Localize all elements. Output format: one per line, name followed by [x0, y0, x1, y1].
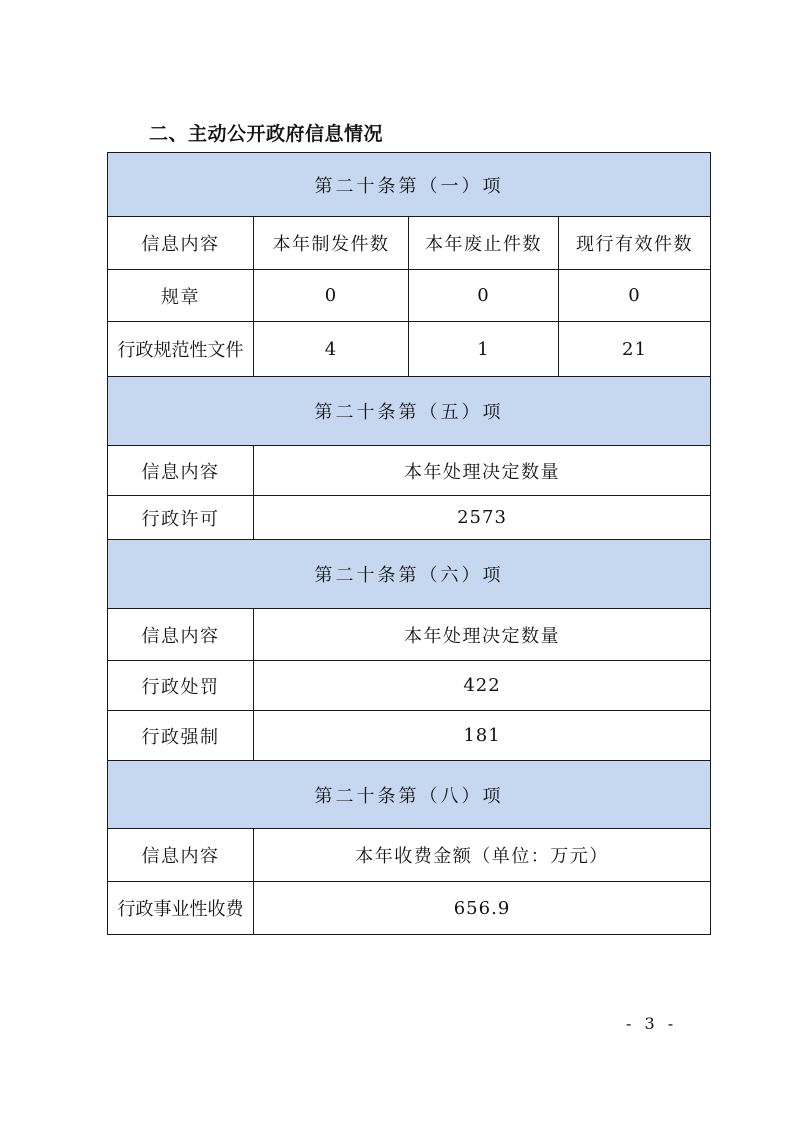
header-cell: 本年废止件数	[409, 217, 559, 270]
header-cell: 现行有效件数	[559, 217, 711, 270]
section-title-row	[108, 761, 711, 829]
section-heading: 二、主动公开政府信息情况	[149, 123, 384, 145]
section-title: 第二十条第（五）项	[108, 377, 711, 446]
table-header-row	[108, 609, 711, 661]
table-row	[108, 661, 711, 711]
row-label: 行政事业性收费	[108, 882, 254, 935]
row-label: 行政处罚	[108, 661, 254, 711]
value-cell: 2573	[254, 496, 711, 540]
value-cell: 21	[559, 322, 711, 377]
value-cell: 4	[254, 322, 409, 377]
section-title: 第二十条第（六）项	[108, 540, 711, 609]
section-title: 第二十条第（八）项	[108, 761, 711, 829]
value-cell: 1	[409, 322, 559, 377]
section-title-row	[108, 377, 711, 446]
header-cell: 信息内容	[108, 446, 254, 496]
table-row	[108, 711, 711, 761]
header-cell: 本年收费金额（单位：万元）	[254, 829, 711, 882]
table-row	[108, 496, 711, 540]
table-header-row	[108, 829, 711, 882]
value-cell: 181	[254, 711, 711, 761]
value-cell: 0	[559, 270, 711, 322]
value-cell: 422	[254, 661, 711, 711]
table-row	[108, 270, 711, 322]
row-label: 行政许可	[108, 496, 254, 540]
section-title: 第二十条第（一）项	[108, 153, 711, 217]
header-cell: 信息内容	[108, 217, 254, 270]
section-title-row	[108, 540, 711, 609]
value-cell: 656.9	[254, 882, 711, 935]
table-header-row	[108, 217, 711, 270]
value-cell: 0	[254, 270, 409, 322]
table-row	[108, 882, 711, 935]
header-cell: 信息内容	[108, 609, 254, 661]
header-cell: 本年制发件数	[254, 217, 409, 270]
table-row	[108, 322, 711, 377]
page-number: - 3 -	[626, 1014, 678, 1033]
header-cell: 本年处理决定数量	[254, 446, 711, 496]
row-label: 规章	[108, 270, 254, 322]
header-cell: 信息内容	[108, 829, 254, 882]
section-title-row	[108, 153, 711, 217]
table-header-row	[108, 446, 711, 496]
value-cell: 0	[409, 270, 559, 322]
row-label: 行政规范性文件	[108, 322, 254, 377]
information-table	[107, 152, 711, 935]
header-cell: 本年处理决定数量	[254, 609, 711, 661]
row-label: 行政强制	[108, 711, 254, 761]
